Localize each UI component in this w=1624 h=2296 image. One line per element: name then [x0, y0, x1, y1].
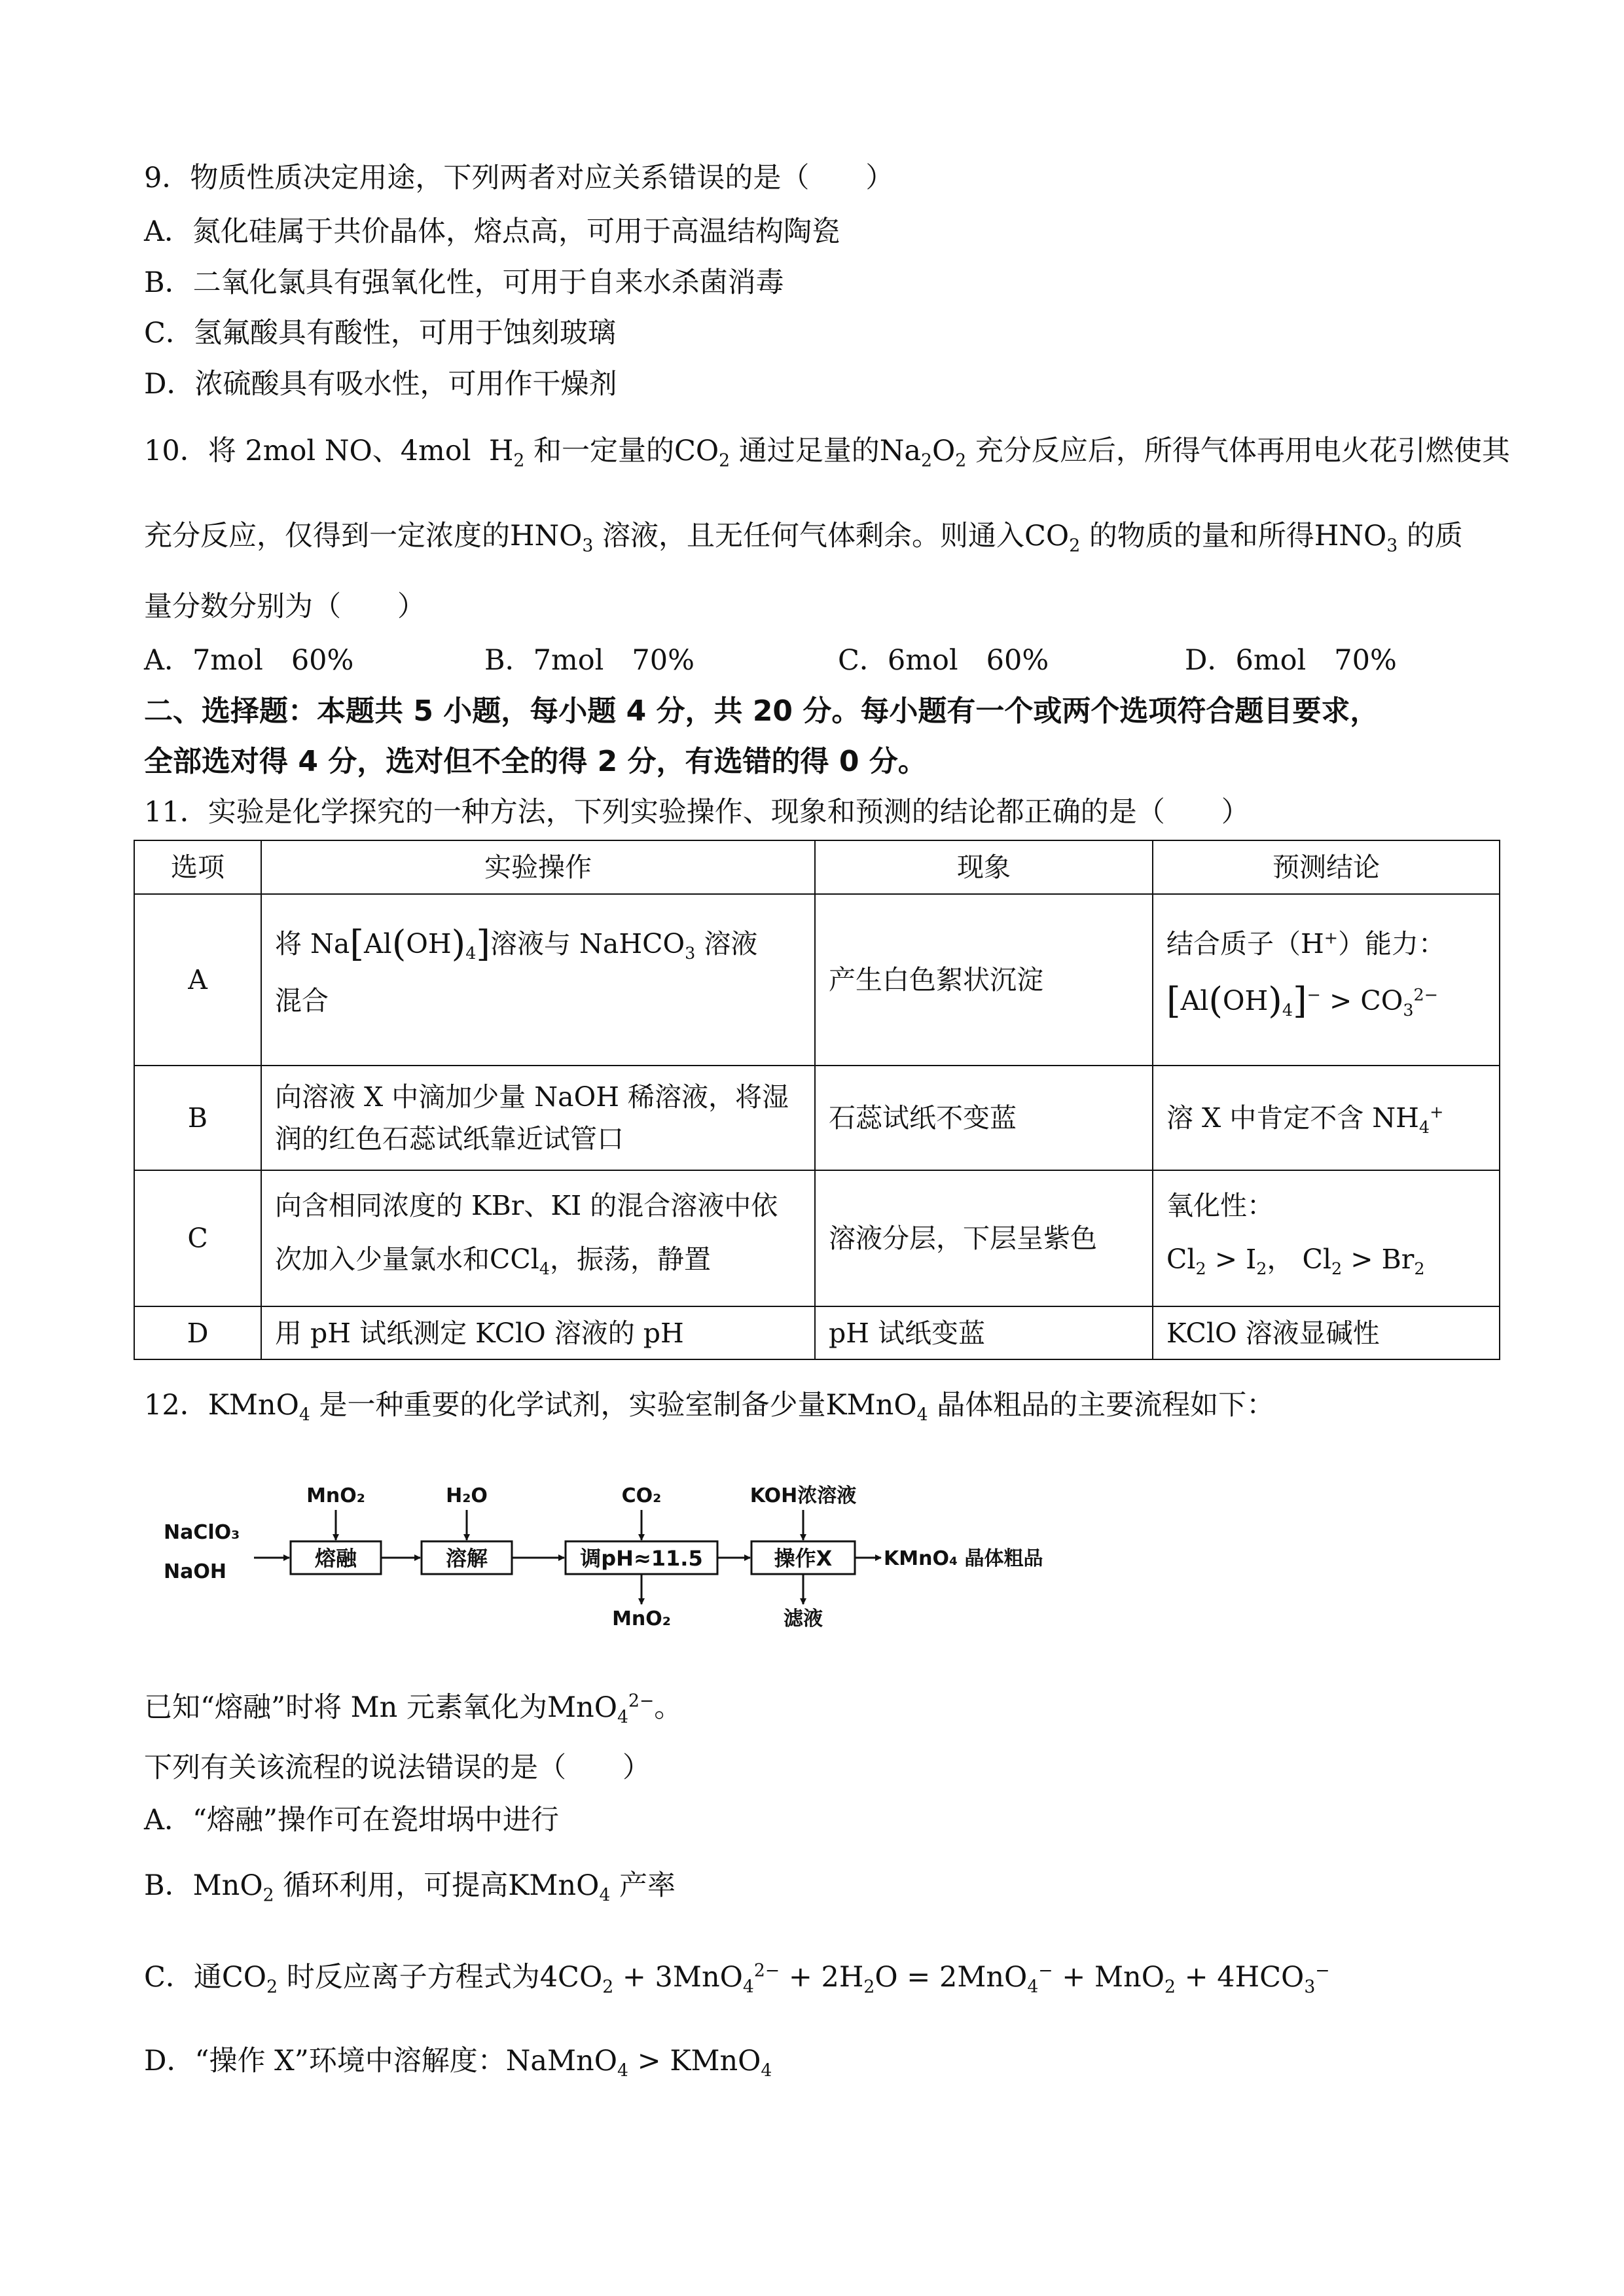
section2-heading-line1: 二、选择题：本题共 5 小题，每小题 4 分，共 20 分。每小题有一个或两个选项符合题目要求， [144, 694, 1379, 728]
q10-line3: 量分数分别为（ ） [144, 590, 425, 623]
section2-heading-line2: 全部选对得 4 分，选对但不全的得 2 分，有选错的得 0 分。 [144, 745, 927, 778]
flow-product: KMnO₄ 晶体粗品 [884, 1547, 1043, 1570]
q10-line2: 充分反应，仅得到一定浓度的$HNO_3$ 溶液，且无任何气体剩余。则通入$CO_2$ 的物质的量和所得$HNO_3$ 的质 [144, 520, 1463, 556]
q11-row-c [134, 1170, 1500, 1306]
flow-add-co2: CO₂ [621, 1484, 662, 1507]
row-a-phenomenon: 产生白色絮状沉淀 [815, 894, 1153, 1066]
q12-known: 已知“熔融”时将 Mn 元素氧化为MnO$_4^{2-}$。 [144, 1691, 683, 1728]
q10-option-a: A．7mol 60% [144, 644, 354, 677]
q12-stem: 12．KMnO$_4$ 是一种重要的化学试剂，实验室制备少量KMnO$_4$ 晶体粗品的主要流程如下： [144, 1389, 1275, 1426]
row-b-phenomenon: 石蕊试纸不变蓝 [815, 1066, 1153, 1170]
header-operation: 实验操作 [261, 840, 815, 894]
q11-row-a [134, 894, 1500, 1066]
row-a-conclusion: 结合质子（H+）能力： $[Al(OH)_4]^- > CO_3^{2-}$ [1153, 894, 1500, 1066]
row-a-label: A [134, 894, 261, 1066]
q10-line1: 10．将 2mol NO、4mol $H_2$ 和一定量的$CO_2$ 通过足量的$Na_2O_2$ 充分反应后，所得气体再用电火花引燃使其 [144, 435, 1510, 471]
q9-option-b: B．二氧化氯具有强氧化性，可用于自来水杀菌消毒 [144, 266, 784, 299]
flow-step-adjust-ph-label: 调pH≈11.5 [580, 1546, 703, 1571]
q12-ask: 下列有关该流程的说法错误的是（ ） [144, 1751, 651, 1784]
row-c-operation: 向含相同浓度的 KBr、KI 的混合溶液中依 次加入少量氯水和CCl$_4$，振荡，静置 [261, 1170, 815, 1306]
flow-add-koh: KOH浓溶液 [749, 1484, 857, 1507]
flow-step-melt-label: 熔融 [314, 1546, 357, 1571]
row-a-operation: 将 $Na[Al(OH)_4]$溶液与 NaHCO$_3$ 溶液 混合 [261, 894, 815, 1066]
q9-stem: 9．物质性质决定用途，下列两者对应关系错误的是（ ） [144, 162, 894, 194]
row-c-conclusion: 氧化性： $Cl_2 > I_2$， $Cl_2 > Br_2$ [1153, 1170, 1500, 1306]
flow-step-operation-x-label: 操作X [774, 1546, 833, 1571]
q12-option-c: C．通$CO_2$ 时反应离子方程式为$4CO_2 + 3MnO_4^{2-} + 2H_2O = 2MnO_4^- + MnO_2 + 4HCO_3^-$ [144, 1960, 1330, 1998]
flow-input-naoh: NaOH [164, 1560, 226, 1583]
row-d-phenomenon: pH 试纸变蓝 [815, 1306, 1153, 1359]
header-conclusion: 预测结论 [1153, 840, 1500, 894]
q11-table [134, 840, 1500, 1360]
q9-option-a: A．氮化硅属于共价晶体，熔点高，可用于高温结构陶瓷 [144, 215, 840, 248]
process-flow-diagram [144, 1476, 1074, 1653]
q10-option-b: B．7mol 70% [484, 644, 695, 677]
flow-out-filtrate: 滤液 [784, 1607, 823, 1630]
row-d-label: D [134, 1306, 261, 1359]
q12-option-a: A．“熔融”操作可在瓷坩埚中进行 [144, 1804, 560, 1837]
q11-row-d [134, 1306, 1500, 1359]
header-phenomenon: 现象 [815, 840, 1153, 894]
flow-out-mno2: MnO₂ [612, 1607, 671, 1630]
row-c-phenomenon: 溶液分层，下层呈紫色 [815, 1170, 1153, 1306]
row-c-label: C [134, 1170, 261, 1306]
q12-option-b: B．MnO$_2$ 循环利用，可提高KMnO$_4$ 产率 [144, 1869, 676, 1906]
q9-option-d: D．浓硫酸具有吸水性，可用作干燥剂 [144, 368, 617, 401]
q11-stem: 11．实验是化学探究的一种方法，下列实验操作、现象和预测的结论都正确的是（ ） [144, 796, 1250, 829]
row-b-label: B [134, 1066, 261, 1170]
q12-option-d: D．“操作 X”环境中溶解度：NaMnO$_4$ > KMnO$_4$ [144, 2045, 772, 2081]
q10-option-d: D．6mol 70% [1185, 644, 1397, 677]
flow-input-naclo3: NaClO₃ [164, 1521, 240, 1544]
flow-step-dissolve-label: 溶解 [445, 1546, 488, 1571]
row-d-operation: 用 pH 试纸测定 KClO 溶液的 pH [261, 1306, 815, 1359]
header-option: 选项 [134, 840, 261, 894]
q11-row-b [134, 1066, 1500, 1170]
flow-add-mno2: MnO₂ [306, 1484, 365, 1507]
row-b-operation: 向溶液 X 中滴加少量 NaOH 稀溶液，将湿 润的红色石蕊试纸靠近试管口 [261, 1066, 815, 1170]
row-d-conclusion: KClO 溶液显碱性 [1153, 1306, 1500, 1359]
q11-header-row [134, 840, 1500, 894]
flow-add-h2o: H₂O [446, 1484, 488, 1507]
row-b-conclusion: 溶 X 中肯定不含 $NH_4^+$ [1153, 1066, 1500, 1170]
q10-option-c: C．6mol 60% [838, 644, 1049, 677]
q9-option-c: C．氢氟酸具有酸性，可用于蚀刻玻璃 [144, 317, 616, 350]
